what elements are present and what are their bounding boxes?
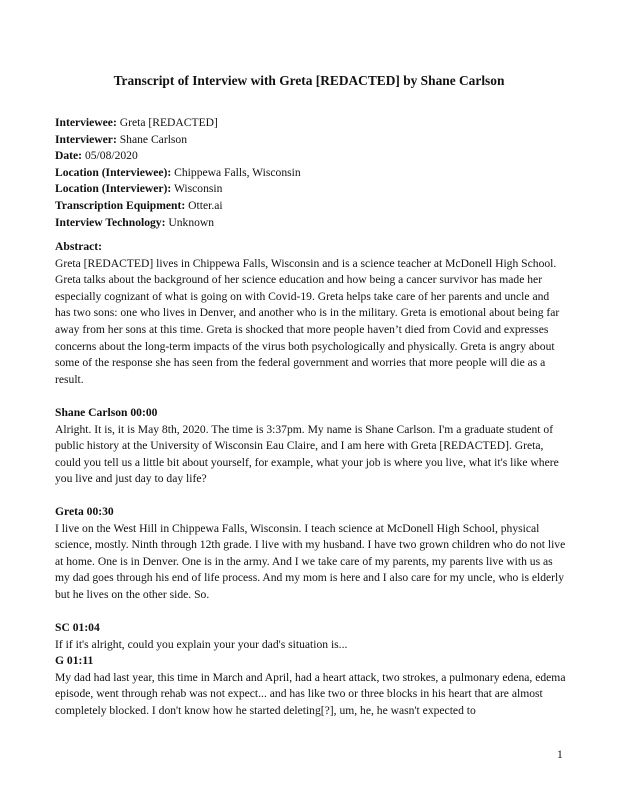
turn-text: If if it's alright, could you explain your your dad's situation is... [55, 637, 348, 651]
page-number: 1 [557, 748, 563, 761]
turn-text: Alright. It is, it is May 8th, 2020. The time is 3:37pm. My name is Shane Carlson. I'm a graduate student of public history at the University of Wisconsin Eau Claire, and I am here with Greta [REDACTED]. Greta, could you tell us a little bit about yourself, for example, what your job is where you live, what it's like where you live and just day to day life? [55, 422, 559, 486]
turn-text: My dad had last year, this time in March and April, had a heart attack, two strokes, a pulmonary edena, edema episode, went through rehab was not expect... and has like two or three blocks in his heart that are almost completely blocked. I don't know how he started deleting[?], um, he, he wasn't expected to [55, 670, 566, 717]
meta-interviewee: Interviewee: Greta [REDACTED] [55, 116, 218, 129]
speaker-label: SC 01:04 [55, 621, 100, 634]
meta-location-interviewer: Location (Interviewer): Wisconsin [55, 182, 223, 196]
meta-interview-technology: Interview Technology: Unknown [55, 215, 215, 229]
meta-date: Date: 05/08/2020 [55, 149, 138, 163]
speaker-label: G 01:11 [55, 654, 94, 667]
meta-interviewer: Interviewer: Shane Carlson [55, 132, 188, 146]
turn-text: I live on the West Hill in Chippewa Falls, Wisconsin. I teach science at McDonell High School, physical science, mostly. Ninth through 12th grade. I live with my husband. I have two grown children who do not live at home. One is in Denver. One is in the army. And I we take care of my parents, my parents live with us as my dad goes through his end of life process. And my mom is here and I also care for my uncle, who is elderly but he lives on the other side. So. [55, 521, 566, 601]
meta-transcription-equipment: Transcription Equipment: Otter.ai [55, 198, 223, 212]
document-title: Transcript of Interview with Greta [REDACTED] by Shane Carlson [113, 73, 505, 88]
transcript-turn [55, 504, 566, 604]
meta-location-interviewee: Location (Interviewee): Chippewa Falls, Wisconsin [55, 165, 301, 179]
abstract-text: Greta [REDACTED] lives in Chippewa Falls, Wisconsin and is a science teacher at McDonell High School. Greta talks about the background of her science education and how being a cancer survivor has made her especially cognizant of what is going on with Covid-19. Greta helps take care of her parents and uncle and has two sons: one who lives in Denver, and another who is in the military. Greta is emotional about being far away from her sons at this time. Greta is shocked that more people haven’t died from Covid and expresses concerns about the long-term impacts of the virus both psychologically and physically. Greta is angry about some of the response she has seen from the federal government and worries that more people will die as a result. [55, 256, 560, 386]
transcript-turn [55, 653, 566, 719]
transcript-turn [55, 405, 566, 488]
metadata-list [55, 115, 565, 231]
speaker-label: Greta 00:30 [55, 505, 114, 518]
abstract-section [55, 239, 566, 388]
speaker-label: Shane Carlson 00:00 [55, 406, 158, 419]
abstract-heading: Abstract: [55, 240, 103, 253]
transcript-turn [55, 620, 566, 653]
